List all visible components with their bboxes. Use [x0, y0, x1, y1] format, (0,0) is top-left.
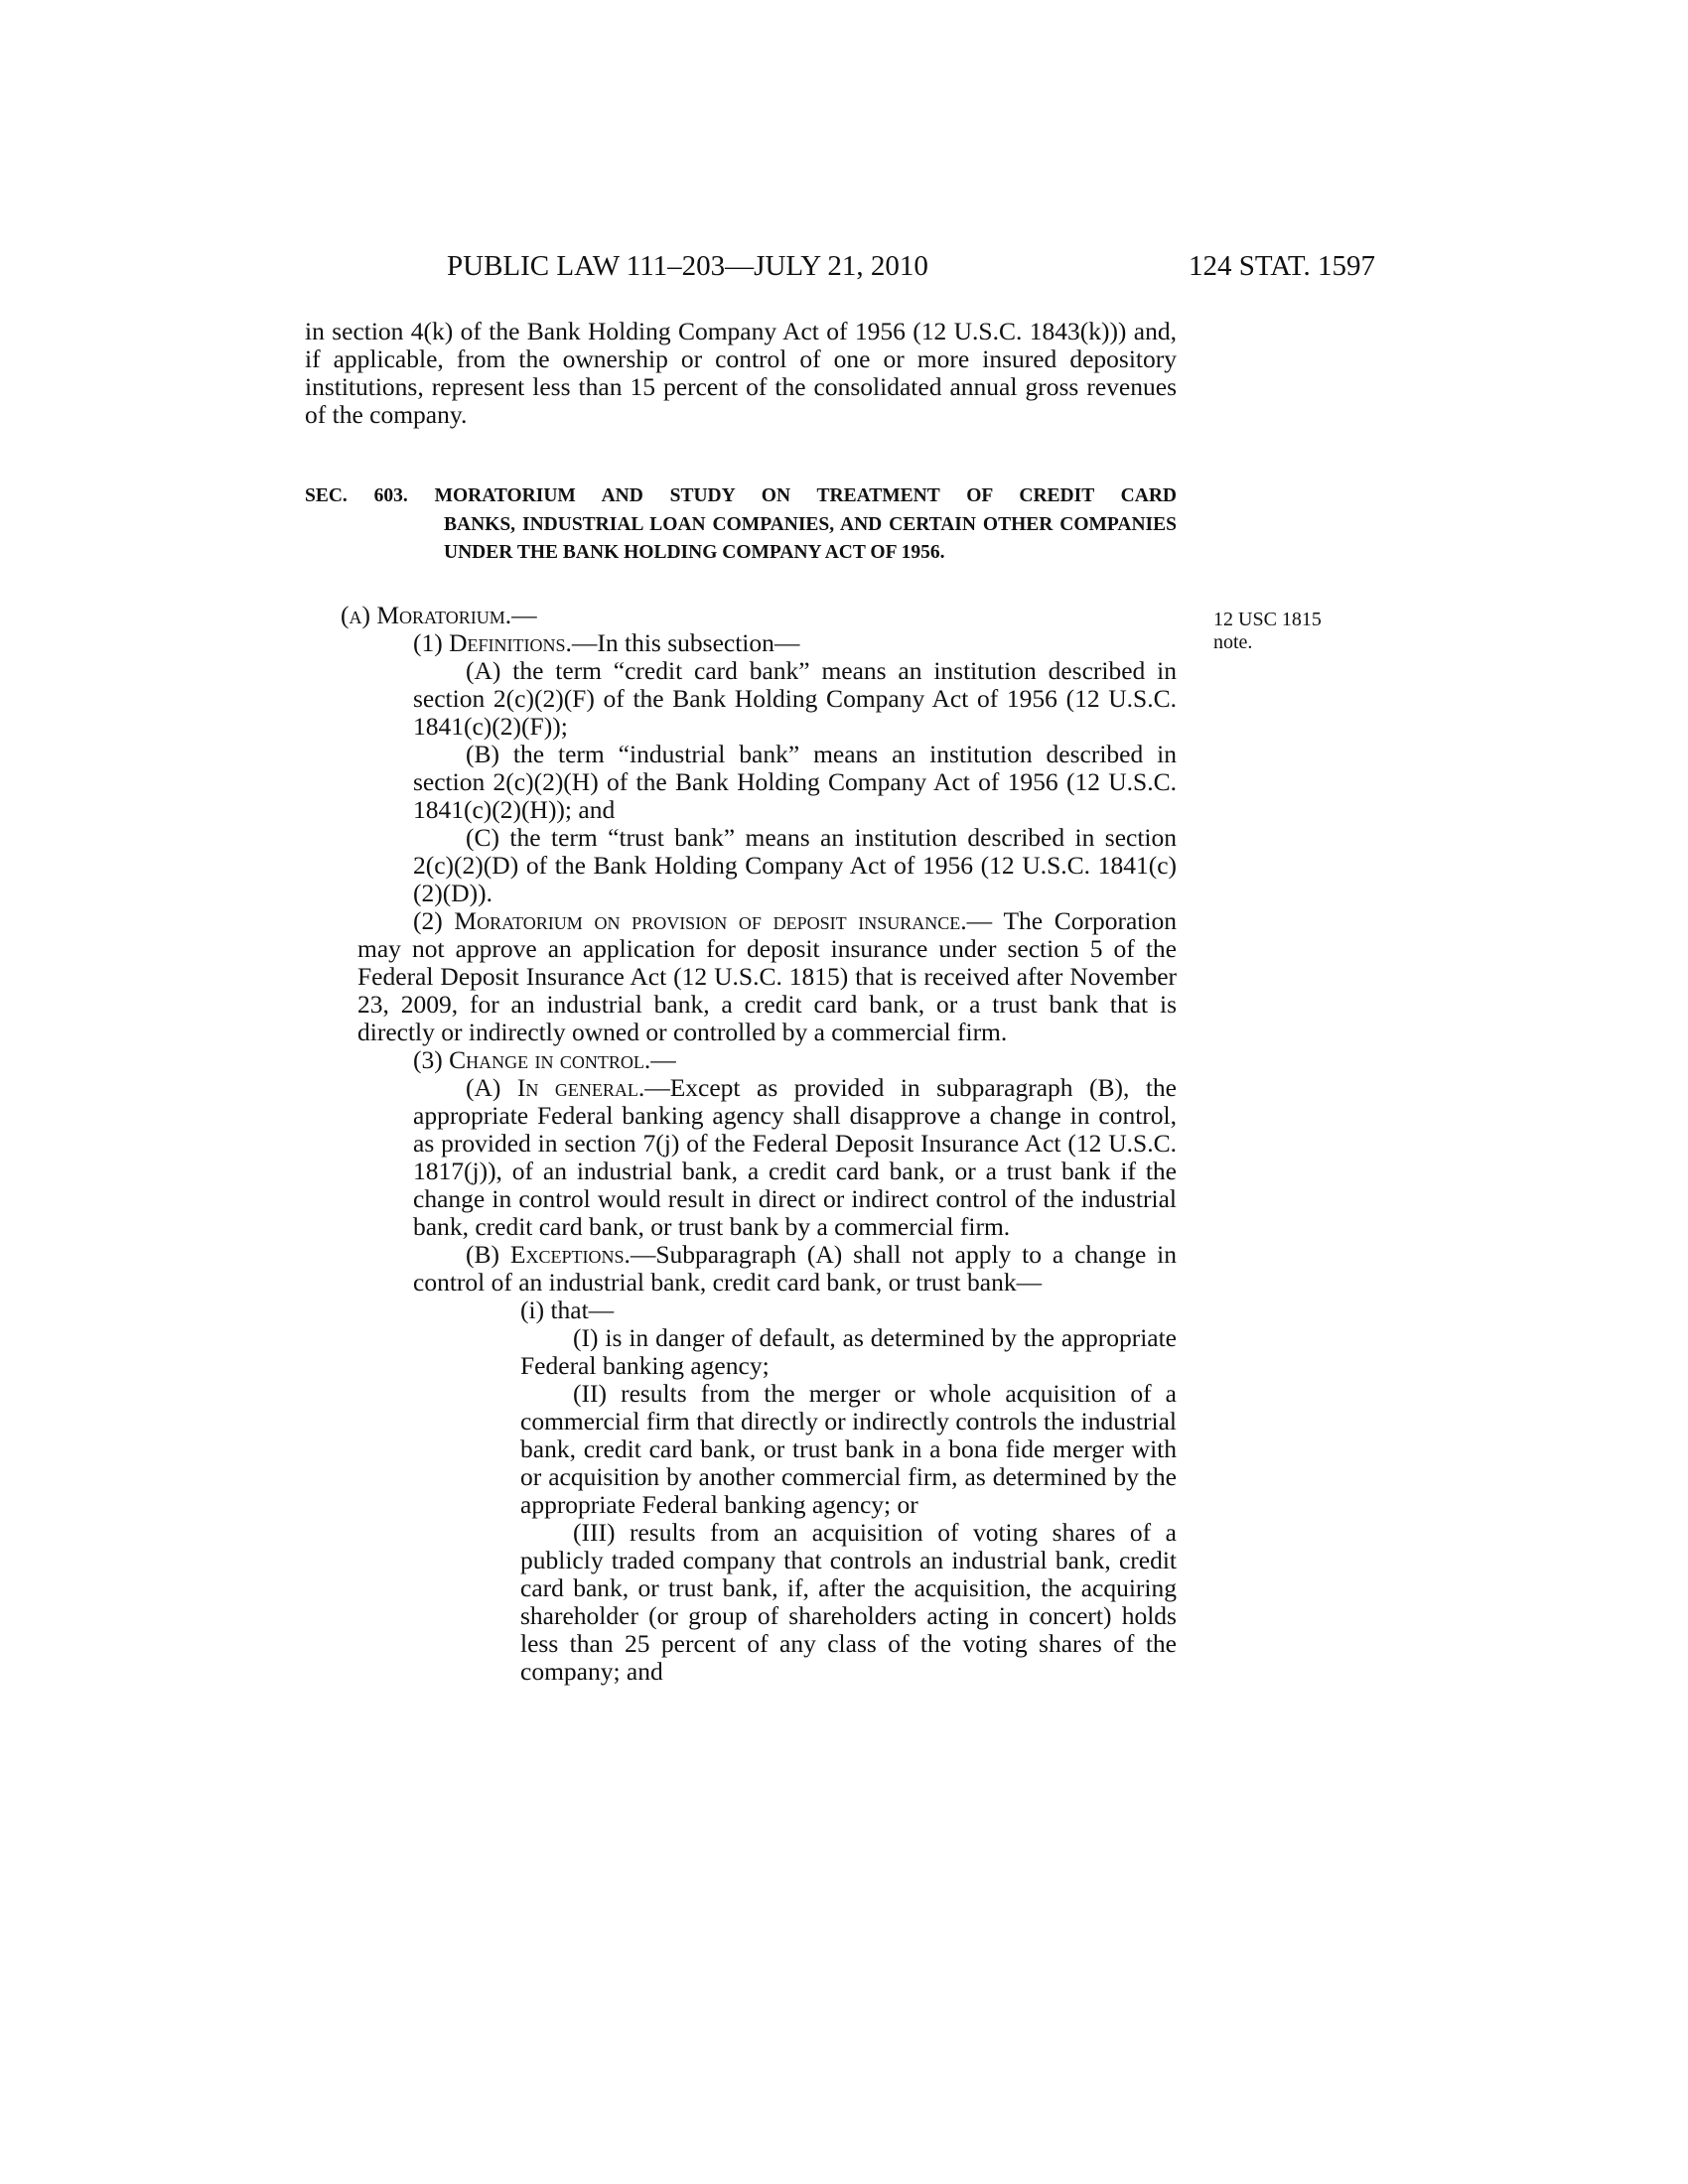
subsection-a-heading: (a) Moratorium.— — [341, 601, 537, 629]
paragraph-1-heading: (1) Definitions. — [413, 628, 572, 657]
section-number: SEC. 603. — [305, 485, 408, 506]
paragraph-2 — [357, 907, 1177, 1046]
margin-note-line1: 12 USC 1815 — [1213, 609, 1322, 630]
paragraph-3-heading: (3) Change in control.— — [413, 1045, 676, 1074]
intro-paragraph-block — [305, 318, 1177, 429]
section-title-rest: BANKS, INDUSTRIAL LOAN COMPANIES, AND CERTAIN OTHER COMPANIES UNDER THE BANK HOLDING COMPANY ACT OF 1956. — [444, 513, 1177, 563]
section-heading — [305, 482, 1177, 568]
paragraph-3-B-text: —Subparagraph (A) shall not apply to a change in control of an industrial bank, credit card bank, or trust bank— — [413, 1240, 1178, 1297]
paragraph-1-text: —In this subsection— — [571, 628, 800, 657]
paragraph-3-B — [413, 1241, 1177, 1297]
subclause-I: (I) is in danger of default, as determined by the appropriate Federal banking agency; — [520, 1323, 1177, 1380]
paragraph-1-C: (C) the term “trust bank” means an institution described in section 2(c)(2)(D) of the Bank Holding Company Act of 1956 (12 U.S.C. 1841(c)(2)(D)). — [413, 823, 1177, 907]
margin-note-line2: note. — [1213, 631, 1253, 653]
paragraph-1-B: (B) the term “industrial bank” means an institution described in section 2(c)(2)(H) of the Bank Holding Company Act of 1956 (12 U.S.C. 1841(c)(2)(H)); and — [413, 740, 1177, 824]
paragraph-1-A: (A) the term “credit card bank” means an institution described in section 2(c)(2)(F) of the Bank Holding Company Act of 1956 (12 U.S.C. 1841(c)(2)(F)); — [413, 656, 1177, 741]
paragraph-3-B-heading: (B) Exceptions. — [466, 1240, 631, 1269]
section-title-first: MORATORIUM AND STUDY ON TREATMENT OF CREDIT CARD — [434, 485, 1178, 506]
running-header — [447, 246, 1375, 286]
section-body — [305, 602, 1177, 1686]
subclause-III: (III) results from an acquisition of voting shares of a publicly traded company that controls an industrial bank, credit card bank, or trust bank, if, after the acquisition, the acquiring shareholder (or group of shareholders acting in concert) holds less than 25 percent of any class of the voting shares of the company; and — [520, 1518, 1177, 1686]
paragraph-2-text: The Corporation may not approve an application for deposit insurance under section 5 of the Federal Deposit Insurance Act (12 U.S.C. 1815) that is received after November 23, 2009, for an industrial bank, a credit card bank, or a trust bank that is directly or indirectly owned or controlled by a commercial firm. — [357, 906, 1178, 1046]
section-heading-first-line — [305, 482, 1177, 511]
stat-page-number: 124 STAT. 1597 — [1188, 250, 1375, 282]
paragraph-3-A-heading: (A) In general. — [466, 1073, 645, 1102]
clause-i: (i) that— — [520, 1296, 615, 1324]
paragraph-3-A-text: —Except as provided in subparagraph (B), the appropriate Federal banking agency shall disapprove a change in control, as provided in section 7(j) of the Federal Deposit Insurance Act (12 U.S.C. 1817(j)), of an industrial bank, a credit card bank, or a trust bank if the change in control would result in direct or indirect control of the industrial bank, credit card bank, or trust bank by a commercial firm. — [413, 1073, 1177, 1241]
law-citation: PUBLIC LAW 111–203—JULY 21, 2010 — [447, 250, 928, 282]
paragraph-3-A — [413, 1074, 1177, 1241]
subclause-II: (II) results from the merger or whole acquisition of a commercial firm that directly or indirectly controls the industrial bank, credit card bank, or trust bank in a bona fide merger with or acquisition by another commercial firm, as determined by the appropriate Federal banking agency; or — [520, 1379, 1177, 1519]
paragraph-1 — [305, 629, 1177, 657]
margin-note — [1213, 609, 1362, 654]
paragraph-2-heading: (2) Moratorium on provision of deposit insurance.— — [413, 906, 993, 935]
intro-paragraph: in section 4(k) of the Bank Holding Company Act of 1956 (12 U.S.C. 1843(k))) and, if applicable, from the ownership or control of one or more insured depository institutions, represent less than 15 percent of the consolidated annual gross revenues of the company. — [305, 317, 1177, 429]
